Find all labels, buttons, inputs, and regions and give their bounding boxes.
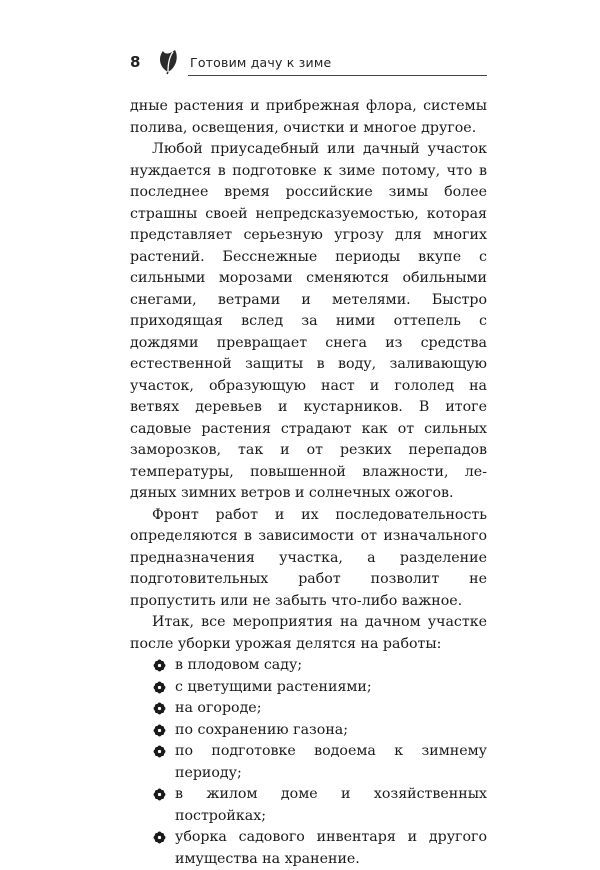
list-item-text: в плодовом саду;	[175, 657, 303, 673]
flower-bullet-icon	[153, 659, 166, 672]
page-body	[130, 96, 487, 870]
flower-bullet-icon	[153, 681, 166, 694]
list-item	[130, 784, 487, 827]
header-rule	[188, 75, 487, 76]
list-item	[130, 677, 487, 699]
list-item-text: по подготовке водоема к зимнему периоду;	[175, 743, 487, 781]
list-item-text: по сохранению газона;	[175, 721, 349, 738]
flower-bullet-icon	[153, 745, 166, 758]
page-number: 8	[130, 53, 141, 71]
list-item	[130, 741, 487, 784]
list-item	[130, 655, 487, 677]
list-item-text: уборка садового инвентаря и другого имущества на хранение.	[175, 829, 487, 867]
list-item-text: в жилом доме и хозяйственных постройках;	[175, 786, 487, 824]
paragraph: Любой приусадебный или дачный участок нуждается в подготовке к зиме потому, что в последнее время российские зимы более страшны своей непредсказуемостью, которая представляет серьезную угрозу для многих растений. Бесснежные периоды вкупе с сильными морозами сменяются обильными снегами, ветрами и метелями. Быстро приходящая вслед за ними оттепель с дождями превращает снега из средства естественной защиты в воду, заливающую участок, образующую наст и гололед на ветвях деревьев и кустарников. В итоге садовые растения страдают как от сильных заморозков, так и от резких перепадов температуры, повышенной влажности, ледяных зимних ветров и солнечных ожогов.	[130, 141, 487, 501]
leaf-icon	[154, 47, 182, 75]
paragraph: Фронт работ и их последовательность определяются в зависимости от изначального предназначения участка, а разделение подготовительных работ позволит не пропустить или не забыть что-либо важное.	[130, 506, 487, 609]
flower-bullet-icon	[153, 831, 166, 844]
flower-bullet-icon	[153, 788, 166, 801]
list-item-text: с цветущими растениями;	[175, 678, 372, 695]
paragraph: Итак, все мероприятия на дачном участке после уборки урожая делятся на работы:	[130, 614, 487, 652]
list-item-text: на огороде;	[175, 700, 262, 716]
running-title: Готовим дачу к зиме	[190, 55, 332, 70]
flower-bullet-icon	[153, 724, 166, 737]
running-header	[130, 44, 487, 78]
bullet-list	[130, 655, 487, 870]
list-item	[130, 698, 487, 720]
list-item	[130, 827, 487, 870]
flower-bullet-icon	[153, 702, 166, 715]
paragraph: дные растения и прибрежная флора, системы полива, освещения, очистки и многое другое.	[130, 98, 487, 136]
list-item	[130, 720, 487, 742]
